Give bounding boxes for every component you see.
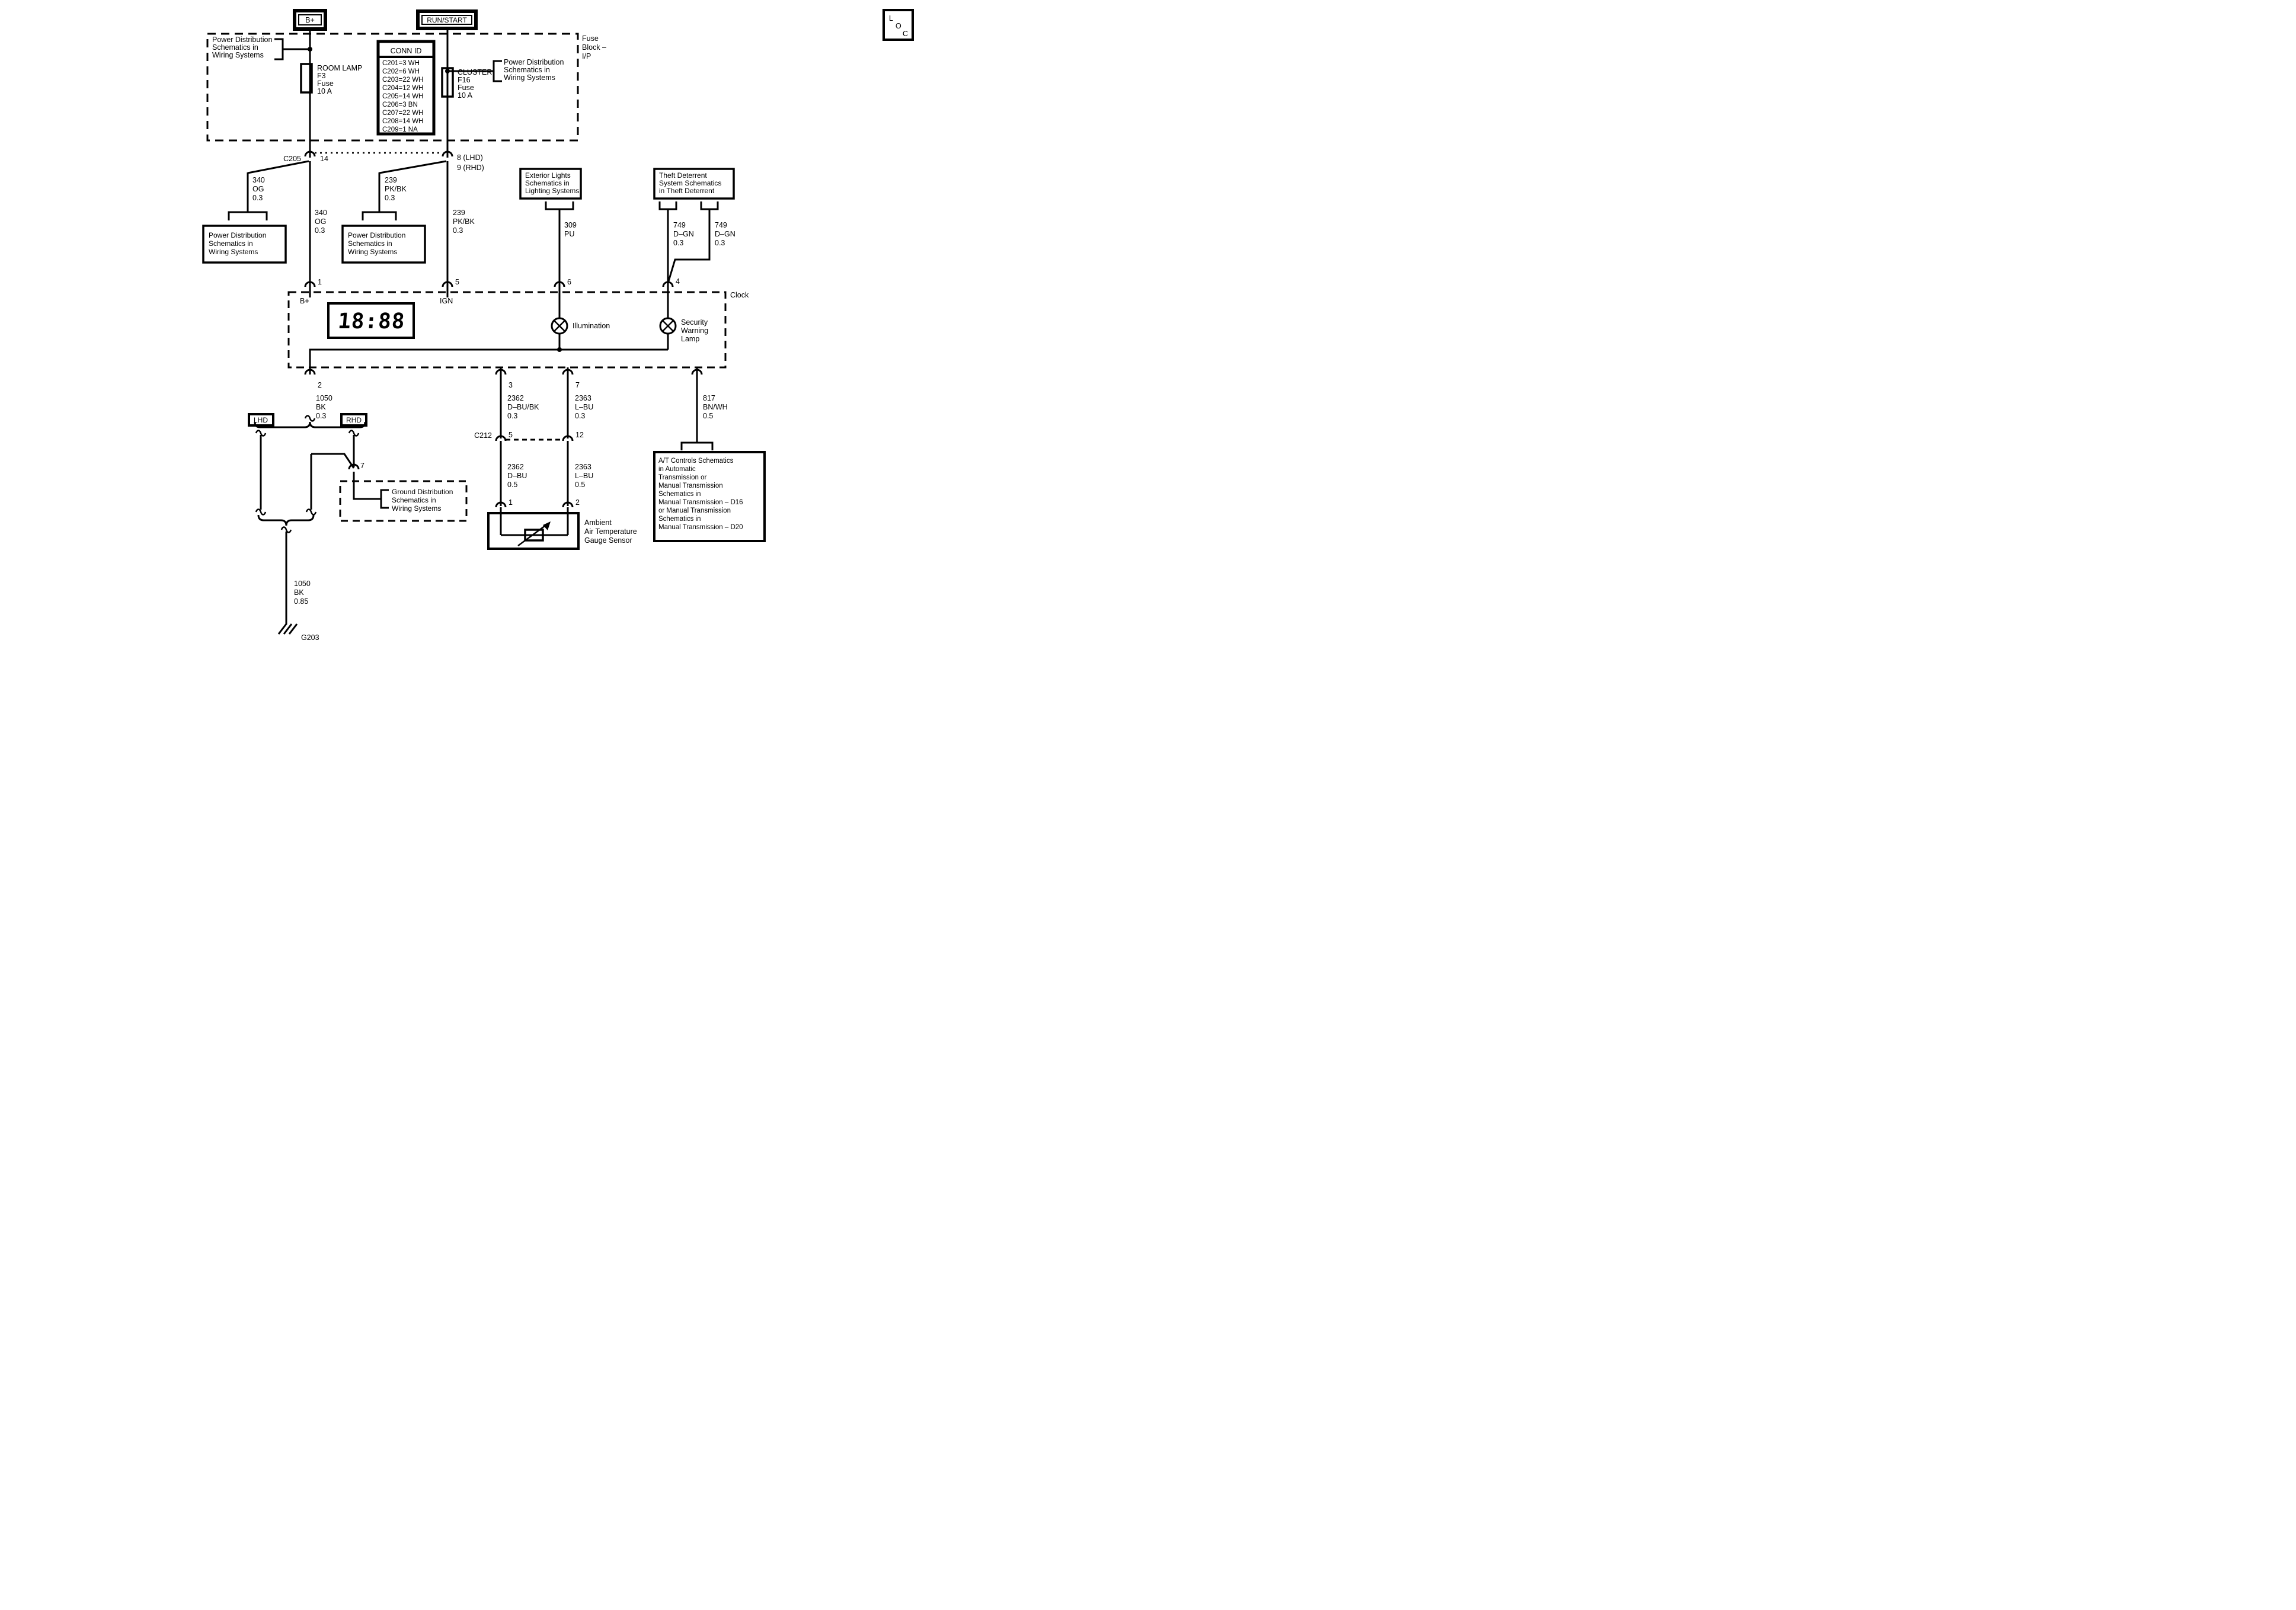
wire-gauge: 0.5 — [703, 412, 714, 420]
wire-code: 749 — [715, 221, 727, 229]
branch-239 — [343, 161, 446, 263]
wire-gauge: 0.3 — [673, 239, 684, 247]
wire-color: D–GN — [715, 230, 736, 238]
ref-line: Transmission or — [658, 474, 707, 481]
wire-break-squiggle — [306, 510, 316, 515]
wire-color: BN/WH — [703, 403, 728, 411]
fuse-line: ROOM LAMP — [317, 64, 363, 72]
ref-line: System Schematics — [659, 179, 722, 187]
wire-gauge: 0.3 — [575, 412, 586, 420]
conn-id-item: C202=6 WH — [382, 68, 420, 75]
ref-line: in Theft Deterrent — [659, 187, 715, 195]
ref-bracket — [363, 212, 396, 220]
pin1-function: B+ — [300, 297, 309, 305]
b-plus-rail — [295, 11, 325, 29]
sensor-label-line: Ambient — [584, 518, 612, 527]
fuse-line: Fuse — [317, 79, 334, 88]
wire-code: 2363 — [575, 394, 591, 402]
ref-line: Schematics in — [209, 239, 253, 248]
wire-break-squiggle — [256, 510, 266, 515]
pin6-number: 6 — [567, 278, 571, 286]
ref-line: Wiring Systems — [504, 73, 555, 82]
pin4-number: 4 — [676, 277, 680, 286]
wire-code: 309 — [564, 221, 577, 229]
ref-bracket — [494, 61, 502, 81]
conn-id-title: CONN ID — [390, 47, 422, 55]
fuse-block-name-line: Fuse — [582, 34, 599, 43]
wire-break-squiggle — [305, 416, 315, 421]
conn-id-item: C203=22 WH — [382, 76, 424, 84]
conn-id-item: C204=12 WH — [382, 85, 424, 92]
clock-internal-bus — [310, 334, 668, 375]
conn-id-item: C205=14 WH — [382, 93, 424, 100]
wire-gauge: 0.5 — [507, 481, 518, 489]
ref-line: Exterior Lights — [525, 171, 571, 180]
wire-rhd-tap — [311, 454, 354, 468]
wire-gauge: 0.3 — [315, 226, 325, 235]
fuse-cluster — [442, 68, 492, 100]
wire-diagonal — [248, 161, 309, 173]
wire-code: 239 — [453, 209, 465, 217]
conn-id-item: C207=22 WH — [382, 110, 424, 117]
ref-line: Manual Transmission – D20 — [658, 524, 743, 531]
wire-gauge: 0.3 — [715, 239, 725, 247]
pin2-number: 2 — [318, 381, 322, 389]
wire-code: 749 — [673, 221, 686, 229]
ref-line: Schematics in — [658, 491, 701, 498]
wire-color: PK/BK — [453, 217, 475, 226]
fuse-line: CLUSTER — [458, 68, 493, 76]
clock-wiring-schematic — [0, 0, 918, 644]
pin3-number: 3 — [509, 381, 513, 389]
merge-brace — [258, 515, 314, 526]
wire-340-main — [315, 209, 327, 235]
clock-label: Clock — [730, 291, 749, 299]
display-digits: 18:88 — [337, 309, 406, 334]
lamp-label-line: Warning — [681, 327, 709, 335]
ground-merge — [256, 510, 319, 642]
wire-gauge: 0.3 — [385, 194, 395, 202]
sensor-label-line: Air Temperature — [584, 527, 637, 536]
wire-gauge: 0.3 — [316, 412, 327, 420]
wire-code: 1050 — [294, 580, 311, 588]
ref-line: Ground Distribution — [392, 488, 453, 496]
ambient-air-temp-sensor — [488, 498, 637, 549]
wire-color: PU — [564, 230, 575, 238]
conn-id-item: C206=3 BN — [382, 101, 418, 108]
clock-bottom-pins — [305, 367, 702, 443]
wire-bus — [310, 350, 668, 375]
wire-color: D–BU — [507, 472, 527, 480]
run-start-rail — [418, 11, 476, 28]
wire-code: 2362 — [507, 394, 524, 402]
wire-code: 2362 — [507, 463, 524, 471]
wire-color: D–BU/BK — [507, 403, 539, 411]
junction-dot — [557, 347, 562, 352]
wire-color: D–GN — [673, 230, 694, 238]
ref-line: Schematics in — [348, 239, 392, 248]
c212-pin-right: 12 — [575, 431, 584, 439]
sensor-label-line: Gauge Sensor — [584, 536, 632, 545]
ref-power-dist-top-left — [212, 36, 312, 59]
loc-letter: O — [896, 22, 901, 30]
ref-line: Schematics in — [525, 179, 570, 187]
ref-line: Power Distribution — [504, 58, 564, 66]
ip-pin-rhd: 9 (RHD) — [457, 164, 484, 172]
wire-color: L–BU — [575, 403, 594, 411]
ref-bracket — [381, 490, 389, 508]
wire-code: 239 — [385, 176, 397, 184]
resistor-arrow-head — [543, 521, 551, 530]
ref-bracket — [274, 39, 283, 59]
ref-line: Schematics in — [504, 66, 550, 74]
wire-color: OG — [315, 217, 327, 226]
run-start-label: RUN/START — [427, 16, 467, 24]
loc-letter: L — [889, 14, 893, 23]
ref-line: Wiring Systems — [348, 248, 398, 256]
wire-code: 817 — [703, 394, 715, 402]
wire — [354, 472, 381, 499]
ref-theft-deterrent — [654, 169, 736, 284]
wire-gauge: 0.3 — [252, 194, 263, 202]
sensor-pin2: 2 — [575, 498, 580, 507]
ip-pin-lhd: 8 (LHD) — [457, 153, 483, 162]
wire-color: BK — [316, 403, 326, 411]
pin7-number: 7 — [575, 381, 580, 389]
ref-bracket-left — [660, 201, 676, 209]
ref-line: Lighting Systems — [525, 187, 580, 195]
fuse-block-name-line: Block – — [582, 43, 606, 52]
ref-at-controls — [654, 443, 765, 541]
ref-line: Schematics in — [658, 516, 701, 523]
g203-label: G203 — [301, 633, 319, 642]
ref-line: Schematics in — [392, 496, 436, 504]
c212-label: C212 — [474, 431, 492, 440]
lamp-label-line: Lamp — [681, 335, 700, 343]
fuse-block-name — [582, 34, 606, 60]
wire-239-main — [453, 209, 475, 235]
connector-row — [283, 152, 484, 172]
c205-label: C205 — [283, 155, 301, 163]
loc-marker — [884, 10, 913, 40]
ref-bracket — [229, 212, 267, 220]
lhd-rhd-split — [249, 414, 366, 510]
conn-id-item: C209=1 NA — [382, 126, 418, 133]
wire-code: 1050 — [316, 394, 332, 402]
lamp-label-line: Security — [681, 318, 708, 327]
fuse-line: Fuse — [458, 84, 474, 92]
ref-line: Power Distribution — [348, 231, 406, 239]
ref-line: in Automatic — [658, 466, 696, 473]
wire-color: OG — [252, 185, 264, 193]
conn-id-item: C201=3 WH — [382, 60, 420, 67]
c205-pin: 14 — [320, 155, 328, 163]
ref-line: Manual Transmission – D16 — [658, 499, 743, 506]
wire-gauge: 0.3 — [453, 226, 463, 235]
rhd-label: RHD — [346, 416, 362, 424]
ref-bracket-right — [701, 201, 718, 209]
wire-color: BK — [294, 588, 304, 597]
wire-gauge: 0.85 — [294, 597, 309, 606]
ref-line: or Manual Transmission — [658, 507, 731, 514]
c212-pin-left: 5 — [509, 431, 513, 439]
rhd-pin7-number: 7 — [360, 462, 364, 470]
ref-bracket — [546, 201, 573, 209]
fuse-line: 10 A — [458, 91, 473, 100]
ref-line: Manual Transmission — [658, 482, 723, 489]
wire-color: L–BU — [575, 472, 594, 480]
wire-color: PK/BK — [385, 185, 407, 193]
wire-code: 2363 — [575, 463, 591, 471]
wire-gauge: 0.5 — [575, 481, 586, 489]
wire-code: 340 — [252, 176, 265, 184]
branch-340 — [203, 161, 309, 263]
pin5-function: IGN — [440, 297, 453, 305]
fuse-line: F3 — [317, 72, 326, 80]
lamp-label: Illumination — [573, 322, 610, 330]
wire-1050-labels — [316, 394, 332, 420]
ref-line: Theft Deterrent — [659, 171, 707, 180]
wire-diagonal — [379, 161, 446, 173]
illumination-lamp — [552, 318, 610, 334]
fuse-line: F16 — [458, 76, 471, 84]
wire-817-labels — [703, 394, 728, 420]
pin1-number: 1 — [318, 278, 322, 286]
clock-display — [328, 303, 414, 338]
ref-line: A/T Controls Schematics — [658, 457, 734, 465]
pin5-number: 5 — [455, 278, 459, 286]
sensor-pin1: 1 — [509, 498, 513, 507]
b-plus-label: B+ — [305, 16, 315, 24]
conn-id-table — [378, 41, 434, 134]
lhd-label: LHD — [253, 416, 268, 424]
sensor-box — [488, 513, 578, 549]
wire-2363a-labels — [575, 394, 593, 420]
ref-line: Power Distribution — [212, 36, 273, 44]
wire-gauge: 0.3 — [507, 412, 518, 420]
wire-2362a-labels — [507, 394, 539, 420]
ref-ground-distribution — [340, 472, 466, 521]
ref-line: Wiring Systems — [212, 51, 264, 59]
c212-connector — [474, 431, 593, 506]
loc-letter: C — [903, 30, 909, 38]
wire-code: 340 — [315, 209, 327, 217]
conn-id-item: C208=14 WH — [382, 118, 424, 125]
ref-bracket — [682, 443, 712, 450]
fuse-line: 10 A — [317, 87, 332, 95]
wiring-diagram-page — [0, 0, 918, 644]
fuse-block-name-line: I/P — [582, 52, 591, 60]
ref-line: Wiring Systems — [392, 504, 442, 513]
ref-exterior-lights — [520, 169, 581, 284]
ref-line: Power Distribution — [209, 231, 267, 239]
ref-line: Schematics in — [212, 43, 258, 52]
ref-line: Wiring Systems — [209, 248, 258, 256]
